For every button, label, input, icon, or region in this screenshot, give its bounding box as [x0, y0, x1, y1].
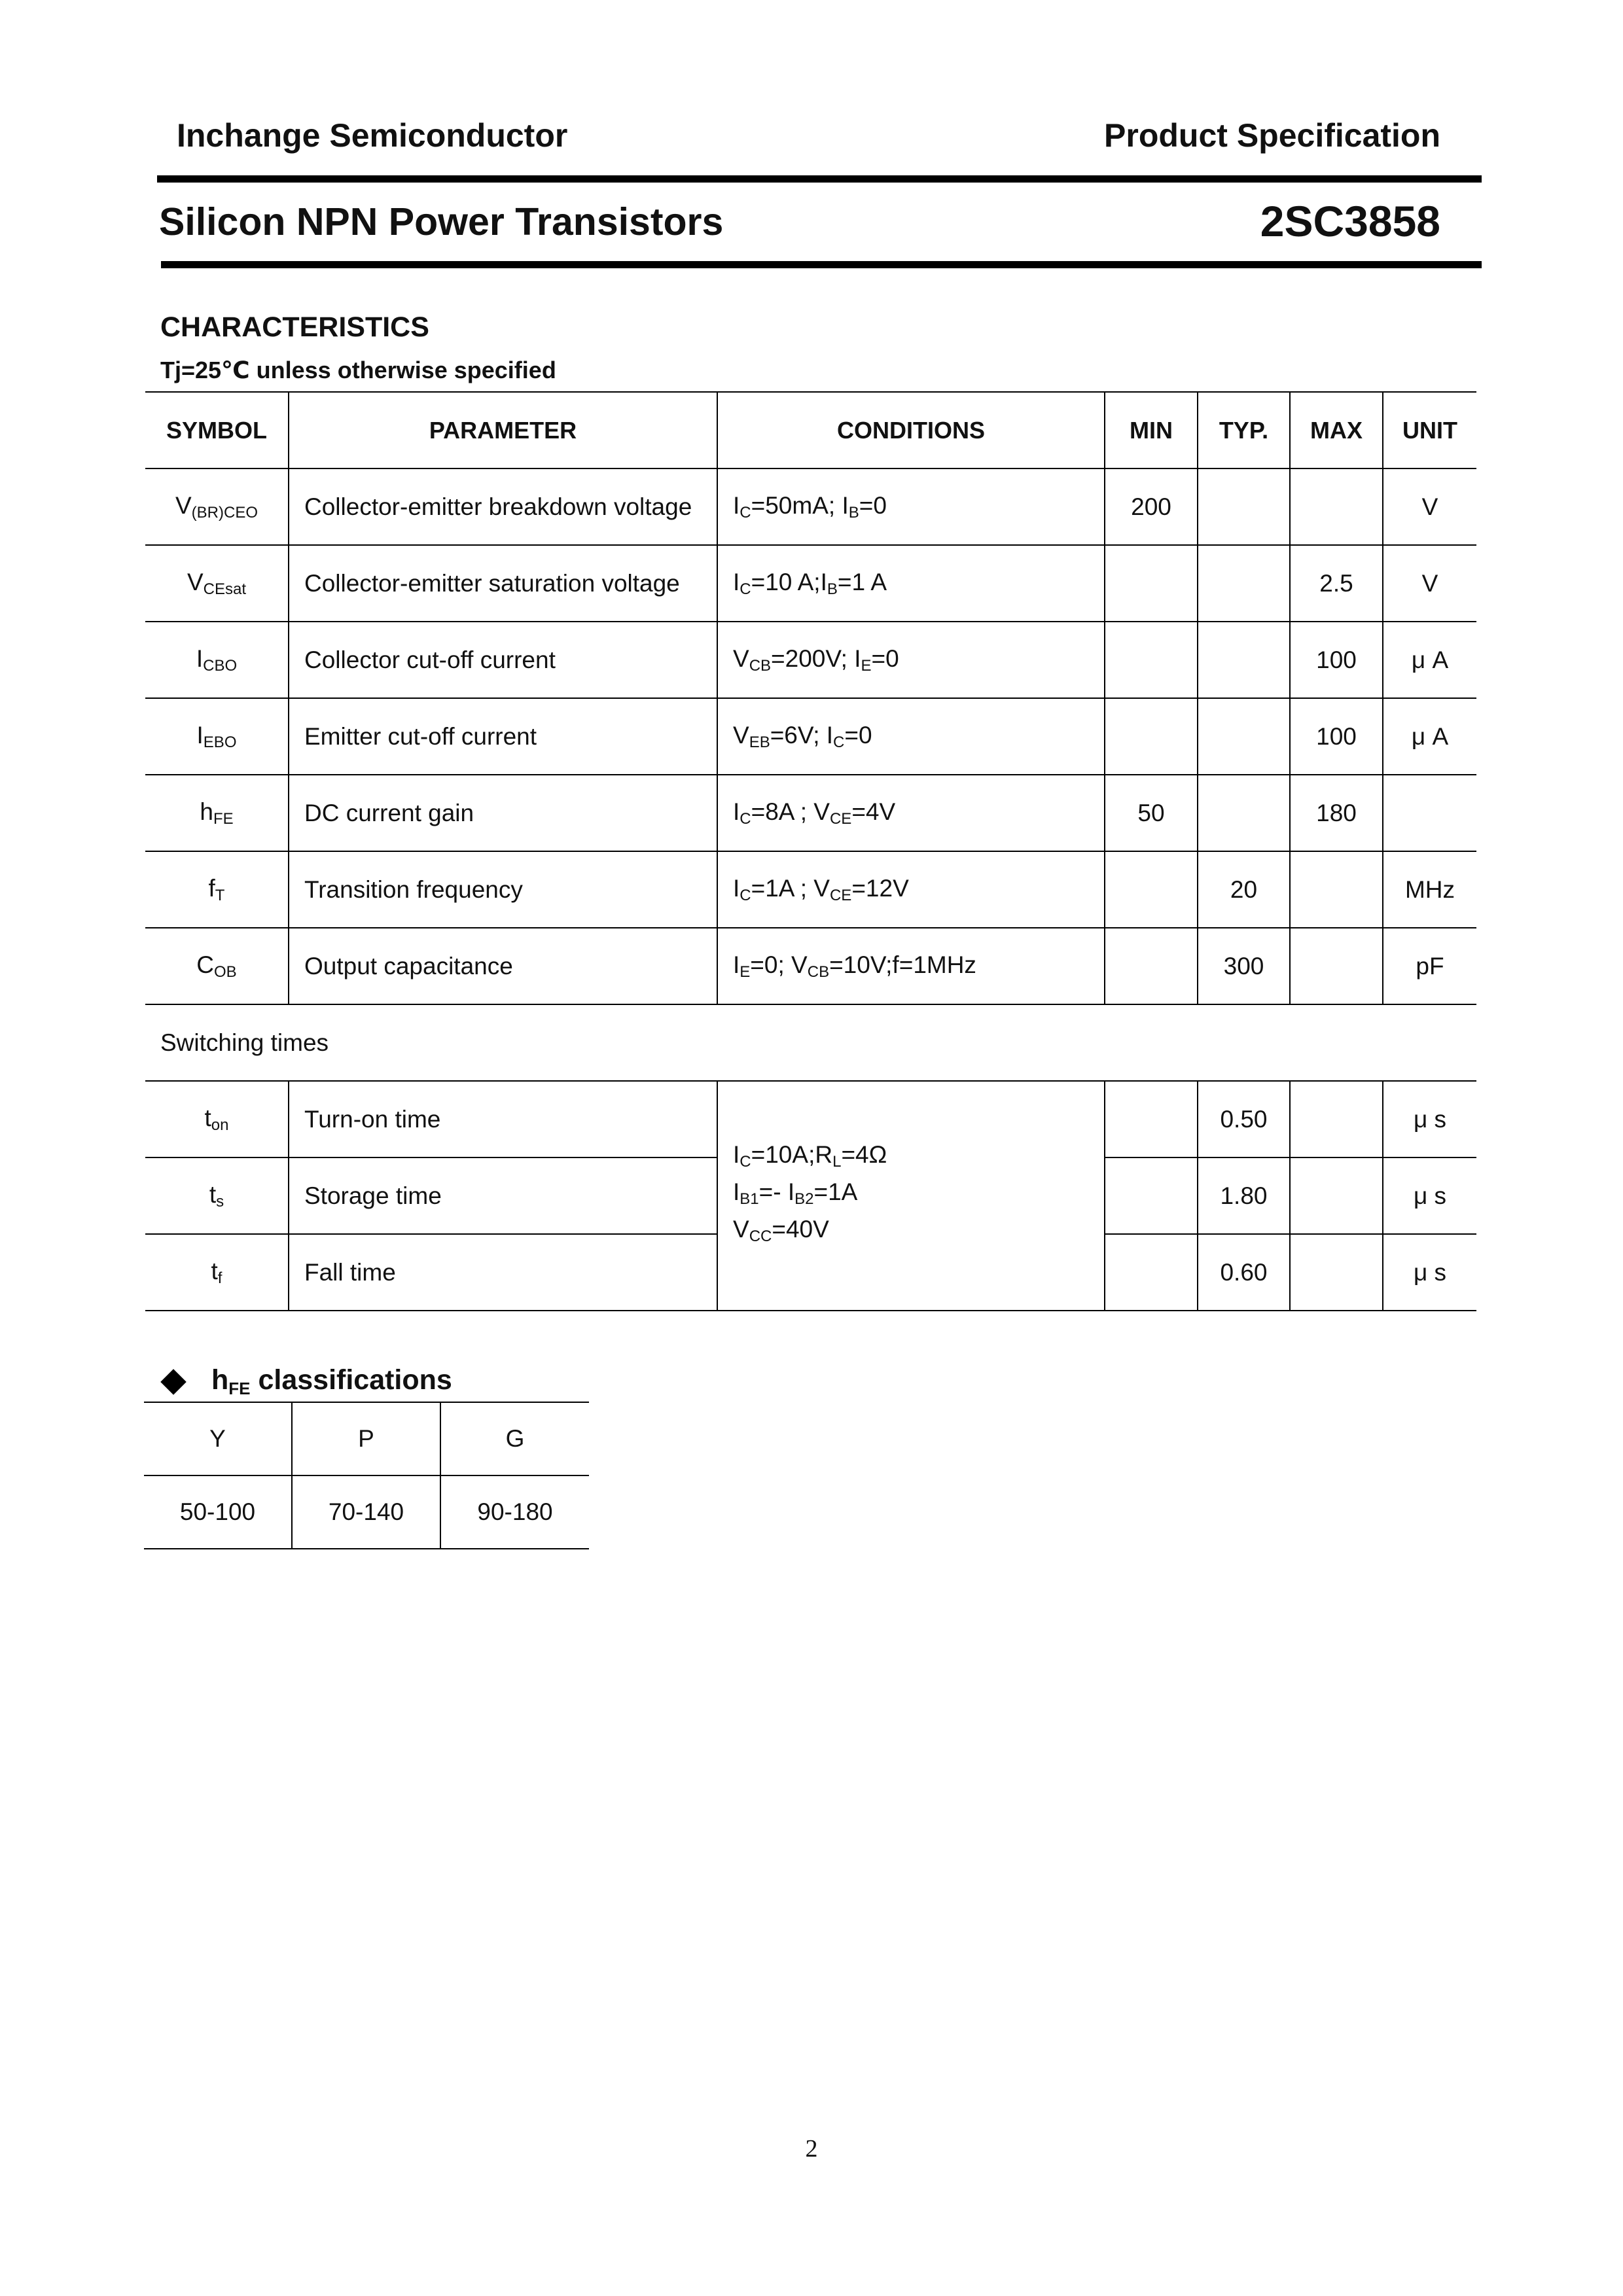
- cond-subscript: C: [740, 886, 751, 904]
- cond-subscript: EB: [749, 733, 770, 751]
- cond-text: =0: [859, 491, 887, 519]
- parameter-cell: Fall time: [289, 1234, 717, 1311]
- conditions-cell: [717, 698, 1105, 775]
- cond-text: =1A ; V: [751, 874, 830, 902]
- cond-subscript: CC: [749, 1227, 772, 1245]
- diamond-bullet-icon: [160, 1369, 187, 1395]
- col-header-parameter: PARAMETER: [289, 392, 717, 468]
- cond-text: =6V; I: [770, 721, 834, 749]
- symbol-main: I: [196, 645, 204, 672]
- symbol-cell: [145, 468, 289, 545]
- symbol-subscript: FE: [213, 809, 234, 828]
- unit-cell: V: [1383, 468, 1476, 545]
- typ-cell: [1198, 545, 1290, 622]
- unit-cell: μ s: [1383, 1234, 1476, 1311]
- conditions-cell: [717, 545, 1105, 622]
- cond-text: V: [733, 1216, 749, 1243]
- cond-text: =12V: [851, 874, 909, 902]
- symbol-cell: [145, 851, 289, 928]
- typ-cell: [1198, 622, 1290, 698]
- cond-text: =10 A;I: [751, 568, 827, 595]
- symbol-main: h: [200, 798, 213, 825]
- unit-cell: MHz: [1383, 851, 1476, 928]
- switching-condition-line: [733, 1140, 1104, 1177]
- hfe-class-cell: Y: [144, 1402, 292, 1475]
- cond-text: =4Ω: [841, 1141, 887, 1168]
- cond-text: =0: [871, 645, 899, 672]
- cond-text: I: [733, 1178, 740, 1205]
- cond-subscript: B2: [794, 1190, 814, 1208]
- cond-subscript: E: [740, 963, 751, 981]
- cond-text: =4V: [851, 798, 896, 825]
- hfe-range-cell: 70-140: [292, 1475, 440, 1549]
- min-cell: [1105, 1157, 1198, 1234]
- hfe-range-row: [144, 1475, 589, 1549]
- symbol-main: V: [175, 491, 192, 519]
- switching-condition-line: [733, 1214, 1104, 1252]
- cond-subscript: E: [861, 656, 872, 675]
- min-cell: 50: [1105, 775, 1198, 851]
- symbol-cell: [145, 928, 289, 1004]
- cond-text: I: [733, 491, 740, 519]
- cond-subscript: C: [740, 1153, 751, 1171]
- cond-subscript: C: [740, 580, 751, 598]
- table-row: [145, 1081, 1476, 1157]
- unit-cell: μ A: [1383, 622, 1476, 698]
- parameter-cell: Collector-emitter breakdown voltage: [289, 468, 717, 545]
- hfe-class-cell: G: [440, 1402, 589, 1475]
- cond-subscript: CB: [749, 656, 772, 675]
- table-header-row: [145, 392, 1476, 468]
- hfe-title: [160, 1364, 452, 1399]
- switching-condition-line: [733, 1177, 1104, 1214]
- section-condition: Tj=25℃ unless otherwise specified: [160, 357, 556, 383]
- symbol-main: f: [208, 874, 215, 902]
- symbol-cell: [145, 1234, 289, 1311]
- table-row: [145, 545, 1476, 622]
- symbol-subscript: (BR)CEO: [191, 503, 259, 521]
- max-cell: [1290, 1081, 1383, 1157]
- conditions-cell: [717, 851, 1105, 928]
- typ-cell: 0.60: [1198, 1234, 1290, 1311]
- table-row: [145, 775, 1476, 851]
- product-title: Silicon NPN Power Transistors: [159, 200, 724, 243]
- hfe-title-text: hFE classifications: [211, 1364, 452, 1398]
- conditions-cell: [717, 775, 1105, 851]
- symbol-cell: [145, 1081, 289, 1157]
- header-rule-bottom: [161, 261, 1482, 268]
- cond-text: =0; V: [750, 951, 808, 978]
- characteristics-table: [145, 391, 1476, 1311]
- table-row: [145, 622, 1476, 698]
- cond-subscript: CE: [829, 886, 852, 904]
- switching-times-label: Switching times: [145, 1004, 1476, 1081]
- min-cell: [1105, 1081, 1198, 1157]
- min-cell: [1105, 851, 1198, 928]
- symbol-subscript: OB: [214, 963, 237, 981]
- cond-text: V: [733, 645, 749, 672]
- cond-subscript: C: [740, 809, 751, 828]
- max-cell: 100: [1290, 622, 1383, 698]
- parameter-cell: Collector cut-off current: [289, 622, 717, 698]
- min-cell: [1105, 545, 1198, 622]
- col-header-conditions: CONDITIONS: [717, 392, 1105, 468]
- cond-subscript: C: [833, 733, 845, 751]
- min-cell: [1105, 622, 1198, 698]
- conditions-cell: [717, 468, 1105, 545]
- col-header-typ: TYP.: [1198, 392, 1290, 468]
- max-cell: 2.5: [1290, 545, 1383, 622]
- symbol-main: t: [211, 1257, 218, 1284]
- col-header-symbol: SYMBOL: [145, 392, 289, 468]
- typ-cell: [1198, 698, 1290, 775]
- symbol-main: C: [196, 951, 215, 978]
- col-header-max: MAX: [1290, 392, 1383, 468]
- switching-conditions-cell: [717, 1081, 1105, 1311]
- symbol-subscript: f: [217, 1269, 223, 1287]
- header-rule-top: [157, 175, 1482, 183]
- symbol-subscript: on: [211, 1116, 229, 1134]
- section-title: CHARACTERISTICS: [160, 311, 429, 343]
- typ-cell: [1198, 468, 1290, 545]
- symbol-cell: [145, 1157, 289, 1234]
- unit-cell: [1383, 775, 1476, 851]
- cond-text: =1A: [813, 1178, 858, 1205]
- symbol-subscript: CEsat: [203, 580, 247, 598]
- symbol-subscript: s: [216, 1192, 224, 1210]
- switching-times-row: [145, 1004, 1476, 1081]
- cond-text: I: [733, 798, 740, 825]
- unit-cell: pF: [1383, 928, 1476, 1004]
- parameter-cell: Collector-emitter saturation voltage: [289, 545, 717, 622]
- hfe-range-cell: 90-180: [440, 1475, 589, 1549]
- typ-cell: 300: [1198, 928, 1290, 1004]
- unit-cell: μ s: [1383, 1157, 1476, 1234]
- cond-subscript: L: [832, 1153, 842, 1171]
- min-cell: [1105, 1234, 1198, 1311]
- cond-text: I: [733, 874, 740, 902]
- unit-cell: μ A: [1383, 698, 1476, 775]
- symbol-cell: [145, 545, 289, 622]
- cond-text: =50mA; I: [751, 491, 849, 519]
- typ-cell: 0.50: [1198, 1081, 1290, 1157]
- table-row: [145, 468, 1476, 545]
- parameter-cell: DC current gain: [289, 775, 717, 851]
- hfe-classification-table: [144, 1402, 589, 1549]
- cond-text: I: [733, 951, 740, 978]
- hfe-class-row: [144, 1402, 589, 1475]
- hfe-class-cell: P: [292, 1402, 440, 1475]
- cond-text: =40V: [772, 1216, 829, 1243]
- cond-text: =200V; I: [771, 645, 861, 672]
- max-cell: [1290, 851, 1383, 928]
- symbol-main: t: [209, 1180, 217, 1208]
- cond-subscript: C: [740, 503, 751, 521]
- table-row: [145, 698, 1476, 775]
- parameter-cell: Output capacitance: [289, 928, 717, 1004]
- max-cell: [1290, 1157, 1383, 1234]
- document-type: Product Specification: [1104, 117, 1440, 154]
- cond-text: =8A ; V: [751, 798, 830, 825]
- col-header-min: MIN: [1105, 392, 1198, 468]
- parameter-cell: Storage time: [289, 1157, 717, 1234]
- cond-subscript: B: [848, 503, 859, 521]
- max-cell: 100: [1290, 698, 1383, 775]
- min-cell: 200: [1105, 468, 1198, 545]
- unit-cell: V: [1383, 545, 1476, 622]
- characteristics-table-body: [145, 392, 1476, 1311]
- typ-cell: 20: [1198, 851, 1290, 928]
- unit-cell: μ s: [1383, 1081, 1476, 1157]
- max-cell: [1290, 468, 1383, 545]
- table-row: [145, 851, 1476, 928]
- conditions-cell: [717, 928, 1105, 1004]
- cond-text: I: [733, 1141, 740, 1168]
- min-cell: [1105, 928, 1198, 1004]
- symbol-subscript: EBO: [203, 733, 237, 751]
- company-name: Inchange Semiconductor: [177, 117, 568, 154]
- cond-subscript: CB: [807, 963, 830, 981]
- min-cell: [1105, 698, 1198, 775]
- symbol-main: I: [196, 721, 204, 749]
- symbol-cell: [145, 622, 289, 698]
- part-number: 2SC3858: [1260, 197, 1440, 245]
- symbol-subscript: T: [215, 886, 225, 904]
- symbol-main: V: [187, 568, 204, 595]
- hfe-range-cell: 50-100: [144, 1475, 292, 1549]
- symbol-cell: [145, 775, 289, 851]
- page-number: 2: [805, 2135, 818, 2163]
- conditions-cell: [717, 622, 1105, 698]
- cond-text: I: [733, 568, 740, 595]
- cond-text: =10A;R: [751, 1141, 833, 1168]
- table-row: [145, 928, 1476, 1004]
- symbol-main: t: [204, 1104, 211, 1131]
- cond-subscript: B1: [740, 1190, 759, 1208]
- parameter-cell: Transition frequency: [289, 851, 717, 928]
- cond-text: =- I: [758, 1178, 795, 1205]
- max-cell: 180: [1290, 775, 1383, 851]
- cond-subscript: CE: [829, 809, 852, 828]
- parameter-cell: Turn-on time: [289, 1081, 717, 1157]
- cond-text: V: [733, 721, 749, 749]
- max-cell: [1290, 928, 1383, 1004]
- symbol-cell: [145, 698, 289, 775]
- max-cell: [1290, 1234, 1383, 1311]
- cond-text: =10V;f=1MHz: [829, 951, 976, 978]
- parameter-cell: Emitter cut-off current: [289, 698, 717, 775]
- typ-cell: 1.80: [1198, 1157, 1290, 1234]
- typ-cell: [1198, 775, 1290, 851]
- col-header-unit: UNIT: [1383, 392, 1476, 468]
- cond-subscript: B: [827, 580, 838, 598]
- cond-text: =1 A: [837, 568, 887, 595]
- cond-text: =0: [844, 721, 872, 749]
- symbol-subscript: CBO: [203, 656, 238, 675]
